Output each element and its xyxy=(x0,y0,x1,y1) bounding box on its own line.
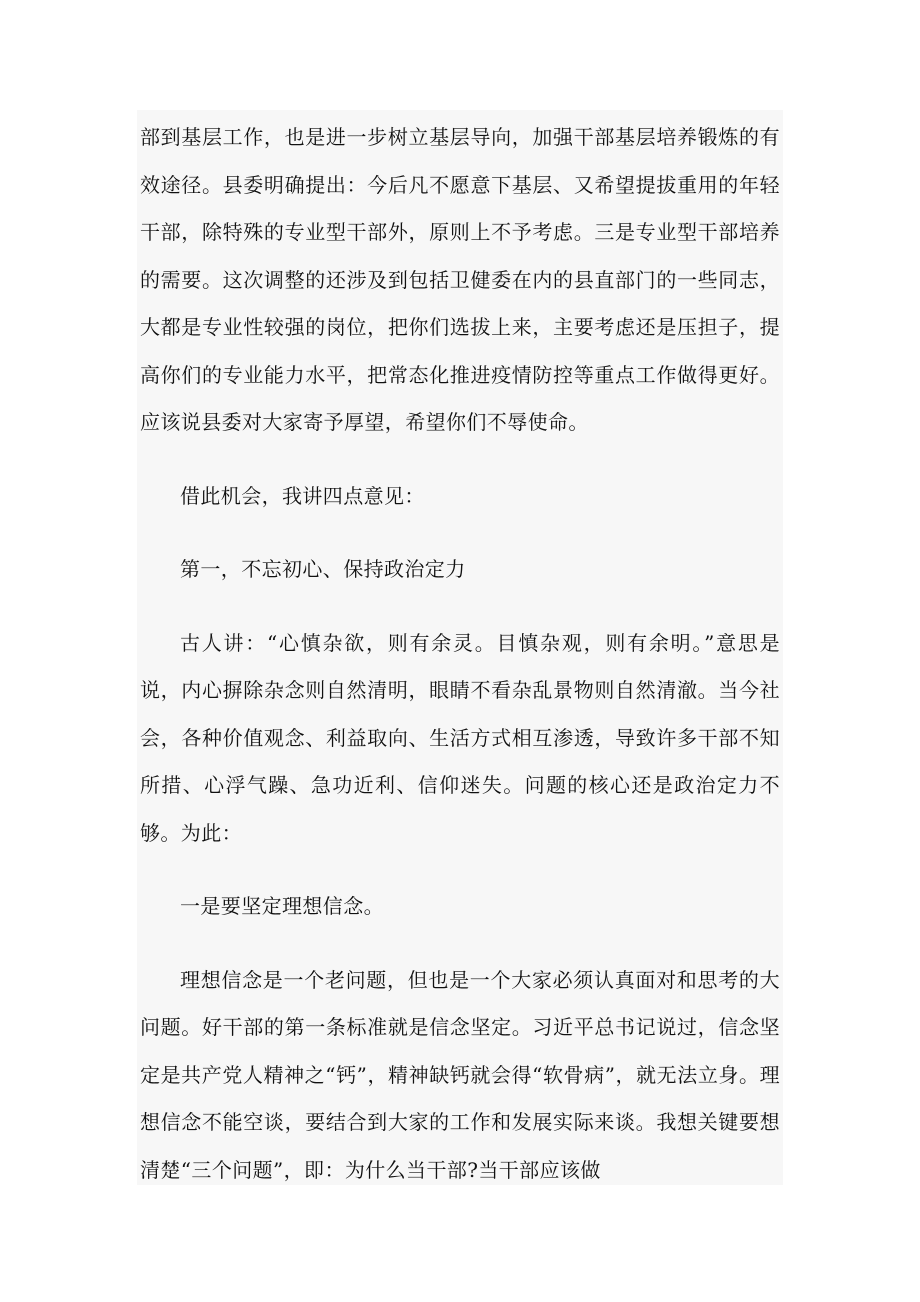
section-heading-first: 第一，不忘初心、保持政治定力 xyxy=(180,557,466,581)
paragraph-continuation: 部到基层工作，也是进一步树立基层导向，加强干部基层培养锻炼的有效途径。县委明确提出：今后凡不愿意下基层、又希望提拔重用的年轻干部，除特殊的专业型干部外，原则上不予考虑。三是专业型干部培养的需要。这次调整的还涉及到包括卫健委在内的县直部门的一些同志，大都是专业性较强的岗位，把你们选拔上来，主要考虑还是压担子，提高你们的专业能力水平，把常态化推进疫情防控等重点工作做得更好。应该说县委对大家寄予厚望，希望你们不辱使命。 xyxy=(140,125,780,434)
document-body xyxy=(140,114,780,1194)
subheading-ideals-belief: 一是要坚定理想信念。 xyxy=(180,894,384,918)
paragraph-ideals-belief: 理想信念是一个老问题，但也是一个大家必须认真面对和思考的大问题。好干部的第一条标准就是信念坚定。习近平总书记说过，信念坚定是共产党人精神之“钙”，精神缺钙就会得“软骨病”，就无法立身。理想信念不能空谈，要结合到大家的工作和发展实际来谈。我想关键要想清楚“三个问题”，即：为什么当干部?当干部应该做 xyxy=(140,967,780,1182)
paragraph-intro-four-points: 借此机会，我讲四点意见： xyxy=(180,483,425,508)
paragraph-ancient-saying: 古人讲：“心慎杂欲，则有余灵。目慎杂观，则有余明。”意思是说，内心摒除杂念则自然清明，眼睛不看杂乱景物则自然清澈。当今社会，各种价值观念、利益取向、生活方式相互渗透，导致许多干部不知所措、心浮气躁、急功近利、信仰迷失。问题的核心还是政治定力不够。为此： xyxy=(140,630,780,845)
